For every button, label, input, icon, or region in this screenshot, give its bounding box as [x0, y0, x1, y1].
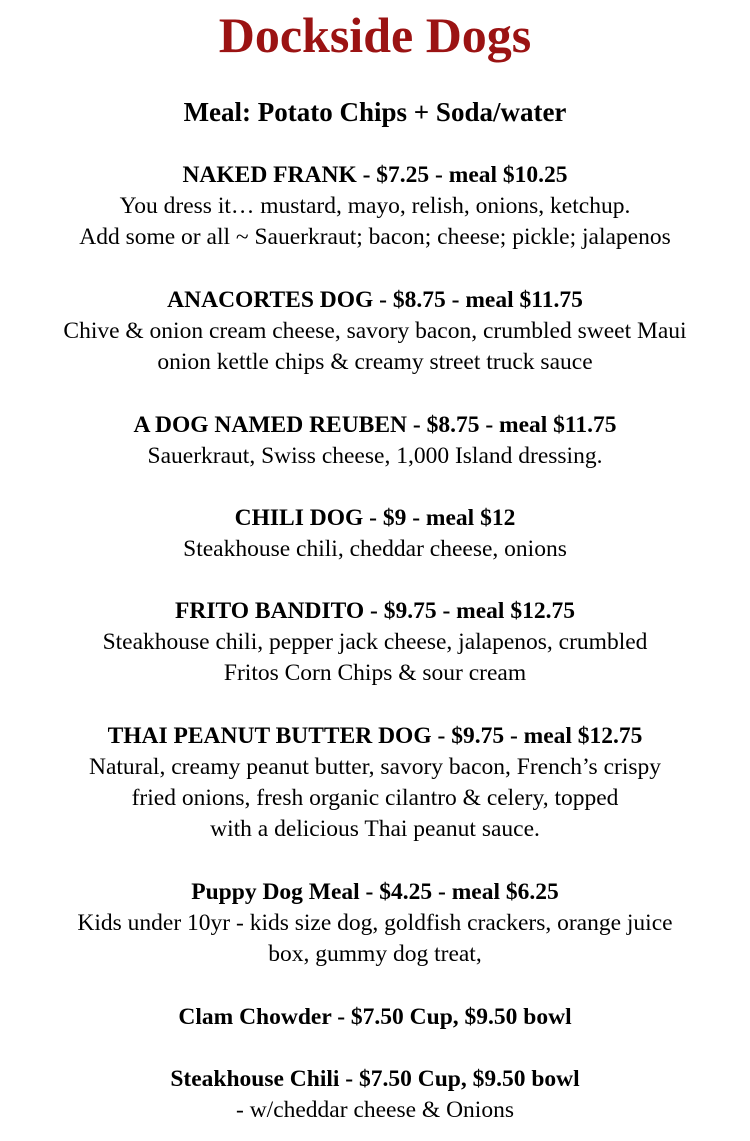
menu-item-frito-bandito — [0, 596, 750, 689]
menu-item-description: Chive & onion cream cheese, savory bacon, crumbled sweet Maui — [63, 318, 687, 344]
menu-item-reuben — [0, 410, 750, 472]
menu-item-naked-frank — [0, 160, 750, 253]
menu-item-description: Sauerkraut, Swiss cheese, 1,000 Island dressing. — [147, 443, 603, 469]
menu-item-heading: A DOG NAMED REUBEN - $8.75 - meal $11.75 — [133, 412, 617, 438]
menu-item-description: Add some or all ~ Sauerkraut; bacon; cheese; pickle; jalapenos — [79, 224, 671, 250]
menu-item-description: fried onions, fresh organic cilantro & celery, topped — [131, 785, 619, 811]
menu-item-steakhouse-chili — [0, 1064, 750, 1126]
menu-item-description: with a delicious Thai peanut sauce. — [210, 816, 540, 842]
menu-item-description: You dress it… mustard, mayo, relish, onions, ketchup. — [119, 193, 631, 219]
menu-item-heading: NAKED FRANK - $7.25 - meal $10.25 — [182, 162, 568, 188]
menu-item-heading: THAI PEANUT BUTTER DOG - $9.75 - meal $12.75 — [107, 723, 643, 749]
menu-item-heading: Puppy Dog Meal - $4.25 - meal $6.25 — [191, 879, 559, 905]
menu-item-heading: ANACORTES DOG - $8.75 - meal $11.75 — [167, 287, 583, 313]
menu-item-description: - w/cheddar cheese & Onions — [236, 1097, 514, 1123]
menu-item-heading: Steakhouse Chili - $7.50 Cup, $9.50 bowl — [170, 1066, 580, 1092]
menu-item-description: onion kettle chips & creamy street truck sauce — [157, 349, 593, 375]
menu-item-chili-dog — [0, 503, 750, 565]
menu-item-heading: Clam Chowder - $7.50 Cup, $9.50 bowl — [178, 1004, 572, 1030]
menu-item-anacortes-dog — [0, 285, 750, 378]
menu-item-thai-peanut-butter-dog — [0, 721, 750, 845]
menu-item-description: Steakhouse chili, pepper jack cheese, jalapenos, crumbled — [102, 629, 648, 655]
menu-item-description: Natural, creamy peanut butter, savory bacon, French’s crispy — [89, 754, 661, 780]
menu-item-description: Fritos Corn Chips & sour cream — [223, 660, 527, 686]
menu-title: Dockside Dogs — [218, 7, 532, 63]
menu-item-clam-chowder — [0, 1002, 750, 1033]
menu-item-heading: CHILI DOG - $9 - meal $12 — [234, 505, 516, 531]
menu-item-description: box, gummy dog treat, — [268, 941, 482, 967]
menu-item-description: Steakhouse chili, cheddar cheese, onions — [183, 536, 567, 562]
menu-item-heading: FRITO BANDITO - $9.75 - meal $12.75 — [175, 598, 575, 624]
menu-item-description: Kids under 10yr - kids size dog, goldfish crackers, orange juice — [77, 910, 673, 936]
menu-item-puppy-dog-meal — [0, 877, 750, 970]
meal-note: Meal: Potato Chips + Soda/water — [183, 97, 567, 127]
